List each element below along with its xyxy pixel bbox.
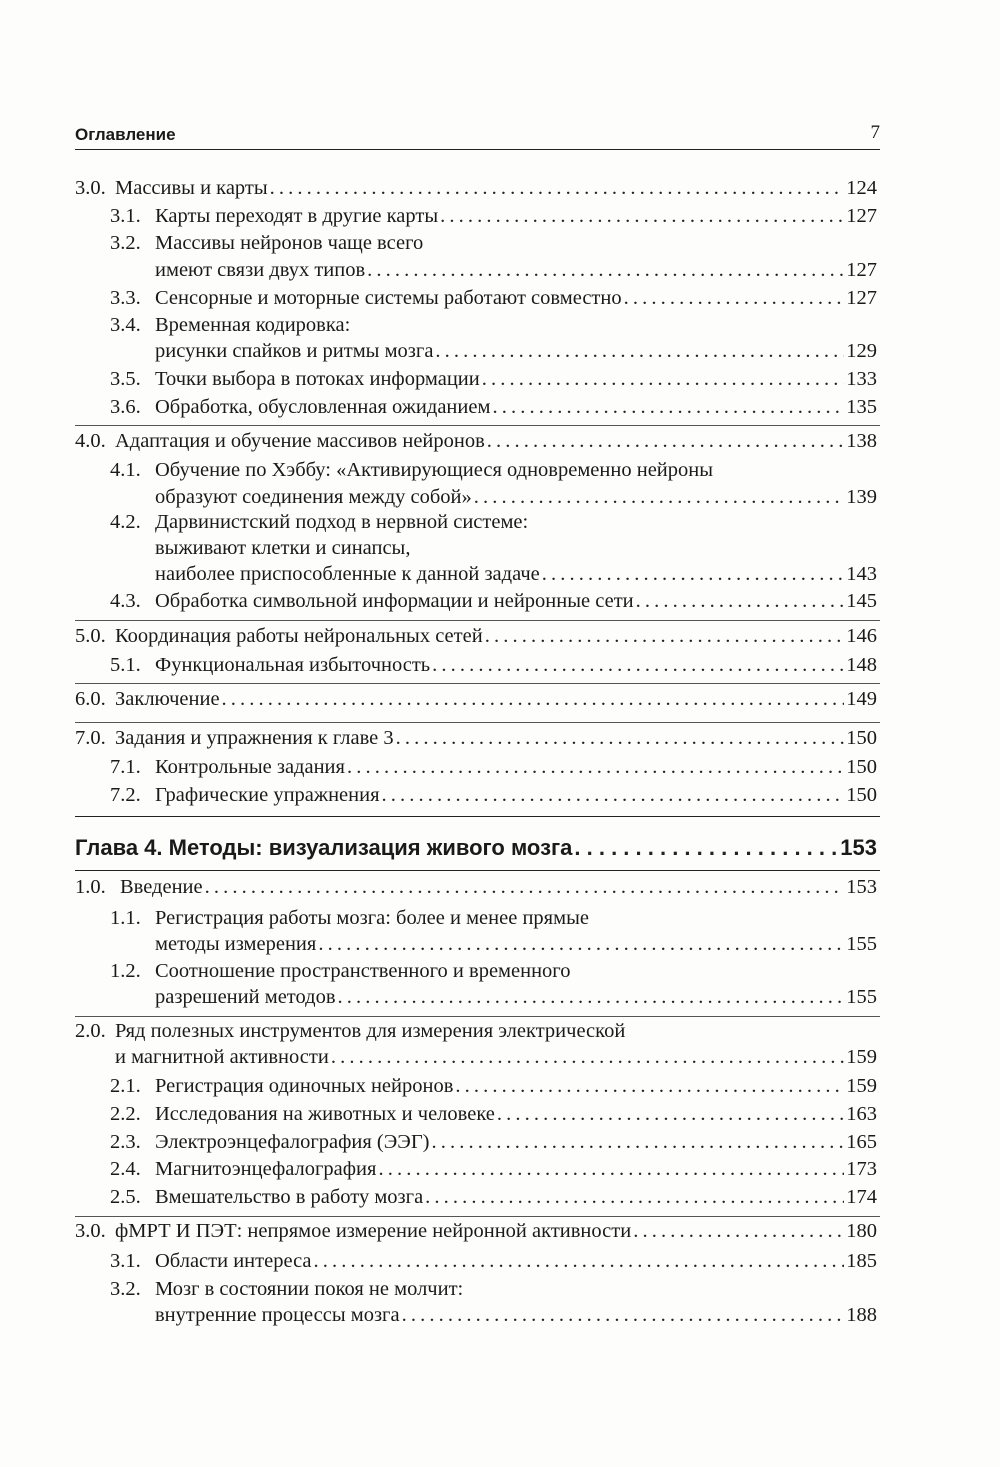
entry-page: 159	[846, 1046, 877, 1068]
dot-leader	[425, 1186, 844, 1209]
entry-title: Заключение	[115, 688, 220, 710]
dot-leader	[440, 205, 844, 228]
entry-page: 150	[846, 784, 877, 806]
toc-entry	[110, 907, 877, 935]
dot-leader	[492, 396, 844, 419]
entry-page: 138	[846, 430, 877, 452]
toc-entry	[75, 1020, 877, 1048]
dot-leader	[396, 727, 845, 750]
chapter-page: 153	[840, 835, 877, 860]
entry-page: 180	[846, 1220, 877, 1242]
section-divider	[75, 683, 880, 684]
entry-title: Дарвинистский подход в нервной системе:	[155, 511, 529, 533]
dot-leader	[331, 1046, 844, 1069]
entry-number: 1.0.	[75, 876, 106, 898]
entry-page: 148	[846, 654, 877, 676]
dot-leader	[633, 1220, 844, 1243]
toc-entry-continuation	[155, 933, 877, 961]
page-number: 7	[870, 122, 880, 143]
toc-entry	[75, 688, 877, 716]
entry-number: 4.2.	[110, 511, 141, 533]
dot-leader	[485, 625, 845, 648]
toc-entry	[75, 177, 877, 205]
entry-page: 145	[846, 590, 877, 612]
dot-leader	[382, 784, 845, 807]
entry-page: 188	[846, 1304, 877, 1326]
toc-entry	[75, 876, 877, 904]
toc-entry	[75, 625, 877, 653]
entry-title: Массивы и карты	[115, 177, 268, 199]
toc-entry-continuation	[155, 1304, 877, 1332]
toc-entry	[110, 205, 877, 233]
dot-leader	[487, 430, 844, 453]
entry-title: Вмешательство в работу мозга	[155, 1186, 424, 1208]
toc-entry-continuation	[115, 1046, 877, 1074]
entry-title-continued: наиболее приспособленные к данной задаче	[155, 563, 540, 585]
dot-leader	[432, 1131, 845, 1154]
entry-number: 7.2.	[110, 784, 141, 806]
toc-entry	[110, 232, 877, 260]
entry-number: 7.0.	[75, 727, 106, 749]
entry-title: Регистрация работы мозга: более и менее прямые	[155, 907, 589, 929]
entry-title: Введение	[120, 876, 203, 898]
chapter-title: Глава 4. Методы: визуализация живого мозга	[75, 835, 573, 860]
dot-leader	[574, 835, 838, 861]
dot-leader	[435, 340, 844, 363]
entry-number: 3.6.	[110, 396, 141, 418]
entry-title: Обработка символьной информации и нейронные сети	[155, 590, 634, 612]
entry-page: 127	[846, 259, 877, 281]
entry-page: 165	[846, 1131, 877, 1153]
toc-entry-continuation	[155, 537, 877, 565]
entry-page: 163	[846, 1103, 877, 1125]
entry-title-continued: методы измерения	[155, 933, 317, 955]
entry-title-continued: разрешений методов	[155, 986, 336, 1008]
entry-number: 3.0.	[75, 177, 106, 199]
entry-number: 5.1.	[110, 654, 141, 676]
section-divider	[75, 1216, 880, 1217]
entry-title: Адаптация и обучение массивов нейронов	[115, 430, 485, 452]
entry-title: Обработка, обусловленная ожиданием	[155, 396, 491, 418]
entry-page: 135	[846, 396, 877, 418]
toc-entry	[110, 1131, 877, 1159]
toc-entry	[110, 590, 877, 618]
toc-entry-continuation	[155, 563, 877, 591]
chapter-divider	[75, 870, 880, 871]
toc-entry-continuation	[155, 340, 877, 368]
toc-entry-continuation	[155, 486, 877, 514]
entry-page: 129	[846, 340, 877, 362]
entry-page: 173	[846, 1158, 877, 1180]
entry-number: 3.5.	[110, 368, 141, 390]
running-header	[75, 122, 880, 150]
section-divider	[75, 722, 880, 723]
entry-number: 3.1.	[110, 1250, 141, 1272]
entry-title: Точки выбора в потоках информации	[155, 368, 480, 390]
toc-entry	[110, 654, 877, 682]
toc-entry	[110, 396, 877, 424]
entry-title: Области интереса	[155, 1250, 312, 1272]
toc-entry	[110, 314, 877, 342]
entry-title: Электроэнцефалография (ЭЭГ)	[155, 1131, 430, 1153]
toc-entry	[75, 1220, 877, 1248]
entry-page: 150	[846, 727, 877, 749]
toc-entry	[110, 368, 877, 396]
toc-entry	[110, 287, 877, 315]
entry-number: 4.1.	[110, 459, 141, 481]
entry-title: Карты переходят в другие карты	[155, 205, 439, 227]
entry-number: 5.0.	[75, 625, 106, 647]
section-divider	[75, 425, 880, 426]
entry-number: 2.3.	[110, 1131, 141, 1153]
chapter-heading	[75, 835, 877, 867]
entry-title: Сенсорные и моторные системы работают совместно	[155, 287, 622, 309]
entry-page: 133	[846, 368, 877, 390]
dot-leader	[270, 177, 845, 200]
entry-number: 2.1.	[110, 1075, 141, 1097]
entry-page: 185	[846, 1250, 877, 1272]
entry-title: Функциональная избыточность	[155, 654, 431, 676]
entry-title: Магнитоэнцефалография	[155, 1158, 377, 1180]
entry-title-continued: выживают клетки и синапсы,	[155, 537, 411, 559]
toc-entry	[110, 1278, 877, 1306]
toc-entry-continuation	[155, 259, 877, 287]
dot-leader	[455, 1075, 844, 1098]
dot-leader	[624, 287, 845, 310]
toc-entry	[75, 430, 877, 458]
dot-leader	[378, 1158, 844, 1181]
entry-page: 127	[846, 287, 877, 309]
entry-page: 153	[846, 876, 877, 898]
entry-page: 155	[846, 986, 877, 1008]
dot-leader	[205, 876, 845, 899]
entry-number: 6.0.	[75, 688, 106, 710]
dot-leader	[636, 590, 845, 613]
entry-number: 3.2.	[110, 1278, 141, 1300]
entry-title: Массивы нейронов чаще всего	[155, 232, 424, 254]
toc-entry	[110, 1158, 877, 1186]
entry-title-continued: внутренние процессы мозга	[155, 1304, 400, 1326]
entry-title: Контрольные задания	[155, 756, 345, 778]
dot-leader	[402, 1304, 845, 1327]
entry-number: 2.5.	[110, 1186, 141, 1208]
dot-leader	[222, 688, 845, 711]
toc-entry	[110, 960, 877, 988]
toc-entry	[110, 784, 877, 812]
entry-title-continued: и магнитной активности	[115, 1046, 329, 1068]
entry-title: Обучение по Хэббу: «Активирующиеся одновременно нейроны	[155, 459, 714, 481]
entry-number: 4.3.	[110, 590, 141, 612]
toc-entry	[110, 1250, 877, 1278]
dot-leader	[497, 1103, 844, 1126]
chapter-divider	[75, 816, 880, 817]
entry-title: Временная кодировка:	[155, 314, 351, 336]
dot-leader	[474, 486, 844, 509]
entry-title: Графические упражнения	[155, 784, 380, 806]
entry-number: 1.2.	[110, 960, 141, 982]
entry-number: 3.4.	[110, 314, 141, 336]
entry-title: Задания и упражнения к главе 3	[115, 727, 394, 749]
entry-title: Мозг в состоянии покоя не молчит:	[155, 1278, 464, 1300]
header-title: Оглавление	[75, 125, 176, 144]
toc-entry	[110, 1075, 877, 1103]
dot-leader	[318, 933, 844, 956]
entry-number: 2.2.	[110, 1103, 141, 1125]
toc-entry	[110, 459, 877, 487]
dot-leader	[314, 1250, 845, 1273]
entry-title-continued: рисунки спайков и ритмы мозга	[155, 340, 434, 362]
entry-title: Соотношение пространственного и временного	[155, 960, 571, 982]
dot-leader	[542, 563, 844, 586]
entry-title: фМРТ И ПЭТ: непрямое измерение нейронной активности	[115, 1220, 632, 1242]
dot-leader	[432, 654, 844, 677]
entry-page: 124	[846, 177, 877, 199]
entry-page: 143	[846, 563, 877, 585]
toc-entry-continuation	[155, 986, 877, 1014]
entry-number: 1.1.	[110, 907, 141, 929]
entry-page: 127	[846, 205, 877, 227]
section-divider	[75, 620, 880, 621]
entry-title: Ряд полезных инструментов для измерения электрической	[115, 1020, 626, 1042]
entry-number: 3.0.	[75, 1220, 106, 1242]
entry-page: 150	[846, 756, 877, 778]
entry-number: 3.3.	[110, 287, 141, 309]
entry-number: 2.0.	[75, 1020, 106, 1042]
entry-number: 2.4.	[110, 1158, 141, 1180]
dot-leader	[347, 756, 844, 779]
entry-number: 3.1.	[110, 205, 141, 227]
toc-entry	[75, 727, 877, 755]
entry-page: 139	[846, 486, 877, 508]
entry-title: Регистрация одиночных нейронов	[155, 1075, 454, 1097]
entry-number: 3.2.	[110, 232, 141, 254]
entry-page: 174	[846, 1186, 877, 1208]
toc-entry	[110, 756, 877, 784]
entry-page: 159	[846, 1075, 877, 1097]
dot-leader	[482, 368, 845, 391]
entry-title-continued: образуют соединения между собой»	[155, 486, 472, 508]
entry-number: 7.1.	[110, 756, 141, 778]
entry-page: 155	[846, 933, 877, 955]
toc-entry	[110, 1103, 877, 1131]
entry-page: 146	[846, 625, 877, 647]
entry-title-continued: имеют связи двух типов	[155, 259, 366, 281]
dot-leader	[338, 986, 845, 1009]
entry-number: 4.0.	[75, 430, 106, 452]
section-divider	[75, 1016, 880, 1017]
dot-leader	[367, 259, 844, 282]
toc-entry	[110, 511, 877, 539]
toc-entry	[110, 1186, 877, 1214]
entry-title: Исследования на животных и человеке	[155, 1103, 495, 1125]
entry-title: Координация работы нейрональных сетей	[115, 625, 483, 647]
entry-page: 149	[846, 688, 877, 710]
